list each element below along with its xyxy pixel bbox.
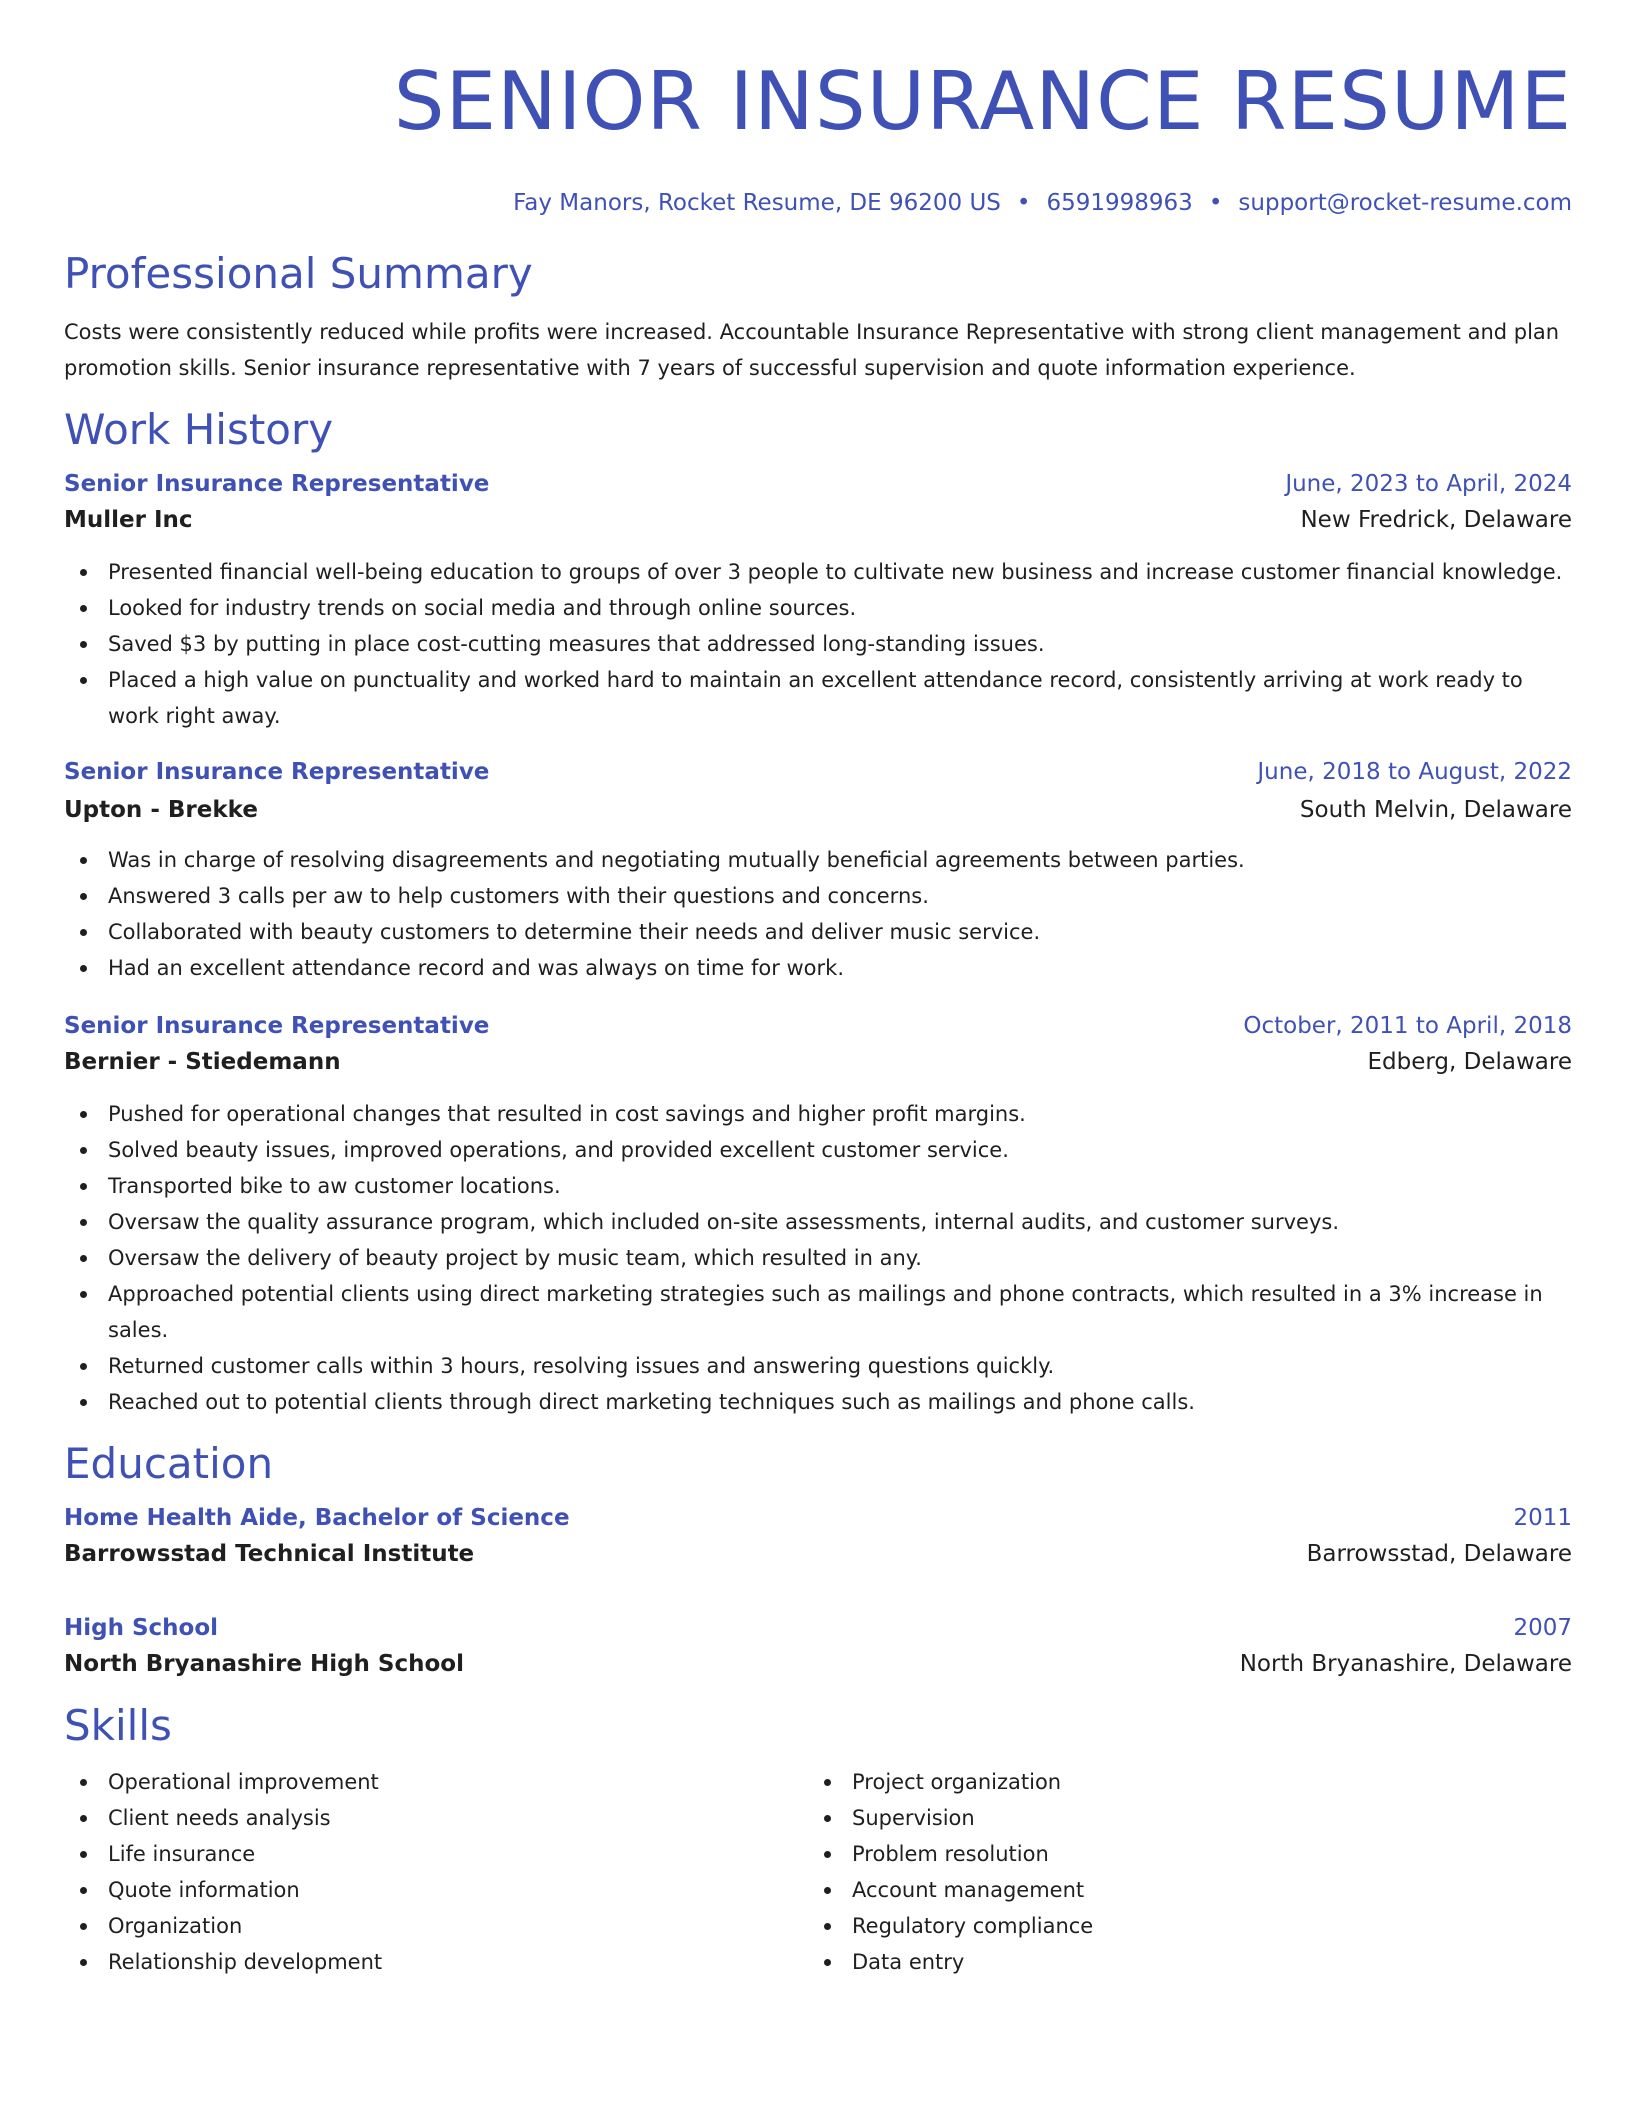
job-bullet: Collaborated with beauty customers to determine their needs and deliver music service.: [64, 914, 1572, 950]
education-year: 2007: [1513, 1615, 1572, 1641]
skill-item: Client needs analysis: [64, 1800, 808, 1836]
job-bullets: [64, 842, 1572, 986]
job-dates: June, 2023 to April, 2024: [1285, 471, 1572, 497]
skill-item: Regulatory compliance: [808, 1908, 1552, 1944]
skill-item: Life insurance: [64, 1836, 808, 1872]
skill-item: Supervision: [808, 1800, 1552, 1836]
job-title: Senior Insurance Representative: [64, 759, 490, 785]
job-bullets: [64, 554, 1572, 734]
summary-text: Costs were consistently reduced while profits were increased. Accountable Insurance Representative with strong client management and plan promotion skills. Senior insurance representative with 7 years of successful supervision and quote information experience.: [64, 320, 1560, 380]
job-bullet: Approached potential clients using direct marketing strategies such as mailings and phone contracts, which resulted in a 3% increase in sales.: [64, 1276, 1572, 1348]
job-bullets: [64, 1096, 1572, 1420]
resume-page: [64, 0, 1572, 2112]
job-company: Muller Inc: [64, 507, 193, 533]
job-dates: June, 2018 to August, 2022: [1257, 759, 1572, 785]
summary-heading: Professional Summary: [64, 249, 533, 298]
job-bullet: Pushed for operational changes that resulted in cost savings and higher profit margins.: [64, 1096, 1572, 1132]
contact-email: support@rocket-resume.com: [1238, 190, 1572, 216]
skill-item: Account management: [808, 1872, 1552, 1908]
job-bullet: Returned customer calls within 3 hours, resolving issues and answering questions quickly.: [64, 1348, 1572, 1384]
contact-address: Fay Manors, Rocket Resume, DE 96200 US: [513, 190, 1001, 216]
education-location: North Bryanashire, Delaware: [1239, 1651, 1572, 1677]
skill-item: Problem resolution: [808, 1836, 1552, 1872]
education-degree: Home Health Aide, Bachelor of Science: [64, 1505, 570, 1531]
job-location: New Fredrick, Delaware: [1300, 507, 1572, 533]
job-location: Edberg, Delaware: [1367, 1049, 1572, 1075]
job-company: Bernier - Stiedemann: [64, 1049, 341, 1075]
skills-column-left: [64, 1764, 808, 1980]
work-history-heading: Work History: [64, 405, 334, 454]
education-degree: High School: [64, 1615, 219, 1641]
job-entry: [64, 466, 1572, 734]
job-bullet: Reached out to potential clients through direct marketing techniques such as mailings and phone calls.: [64, 1384, 1572, 1420]
job-entry: [64, 1008, 1572, 1420]
education-entry: [64, 1610, 1572, 1682]
job-title: Senior Insurance Representative: [64, 1013, 490, 1039]
skills-column-right: [808, 1764, 1552, 1980]
job-bullet: Oversaw the quality assurance program, which included on-site assessments, internal audits, and customer surveys.: [64, 1204, 1572, 1240]
skills-list: [64, 1764, 1572, 1980]
contact-line: [64, 188, 1572, 218]
skill-item: Quote information: [64, 1872, 808, 1908]
job-bullet: Saved $3 by putting in place cost-cutting measures that addressed long-standing issues.: [64, 626, 1572, 662]
skill-item: Project organization: [808, 1764, 1552, 1800]
contact-separator: •: [1208, 190, 1223, 216]
skills-heading: Skills: [64, 1701, 172, 1750]
job-company: Upton - Brekke: [64, 797, 258, 823]
education-entry: [64, 1500, 1572, 1572]
skill-item: Organization: [64, 1908, 808, 1944]
contact-separator: •: [1016, 190, 1031, 216]
job-dates: October, 2011 to April, 2018: [1243, 1013, 1572, 1039]
resume-name: SENIOR INSURANCE RESUME: [393, 55, 1572, 148]
job-bullet: Placed a high value on punctuality and worked hard to maintain an excellent attendance record, consistently arriving at work ready to work right away.: [64, 662, 1572, 734]
resume-header: [64, 0, 1572, 218]
education-school: North Bryanashire High School: [64, 1651, 464, 1677]
job-bullet: Solved beauty issues, improved operations, and provided excellent customer service.: [64, 1132, 1572, 1168]
job-bullet: Oversaw the delivery of beauty project by music team, which resulted in any.: [64, 1240, 1572, 1276]
job-bullet: Was in charge of resolving disagreements and negotiating mutually beneficial agreements between parties.: [64, 842, 1572, 878]
job-location: South Melvin, Delaware: [1299, 797, 1572, 823]
education-school: Barrowsstad Technical Institute: [64, 1541, 475, 1567]
job-title: Senior Insurance Representative: [64, 471, 490, 497]
job-bullet: Answered 3 calls per aw to help customers with their questions and concerns.: [64, 878, 1572, 914]
job-bullet: Presented financial well-being education to groups of over 3 people to cultivate new business and increase customer financial knowledge.: [64, 554, 1572, 590]
job-entry: [64, 754, 1572, 986]
contact-phone: 6591998963: [1046, 190, 1193, 216]
skill-item: Relationship development: [64, 1944, 808, 1980]
job-bullet: Looked for industry trends on social media and through online sources.: [64, 590, 1572, 626]
education-year: 2011: [1513, 1505, 1572, 1531]
job-bullet: Transported bike to aw customer locations.: [64, 1168, 1572, 1204]
education-location: Barrowsstad, Delaware: [1306, 1541, 1572, 1567]
education-heading: Education: [64, 1439, 274, 1488]
skill-item: Operational improvement: [64, 1764, 808, 1800]
skill-item: Data entry: [808, 1944, 1552, 1980]
job-bullet: Had an excellent attendance record and was always on time for work.: [64, 950, 1572, 986]
